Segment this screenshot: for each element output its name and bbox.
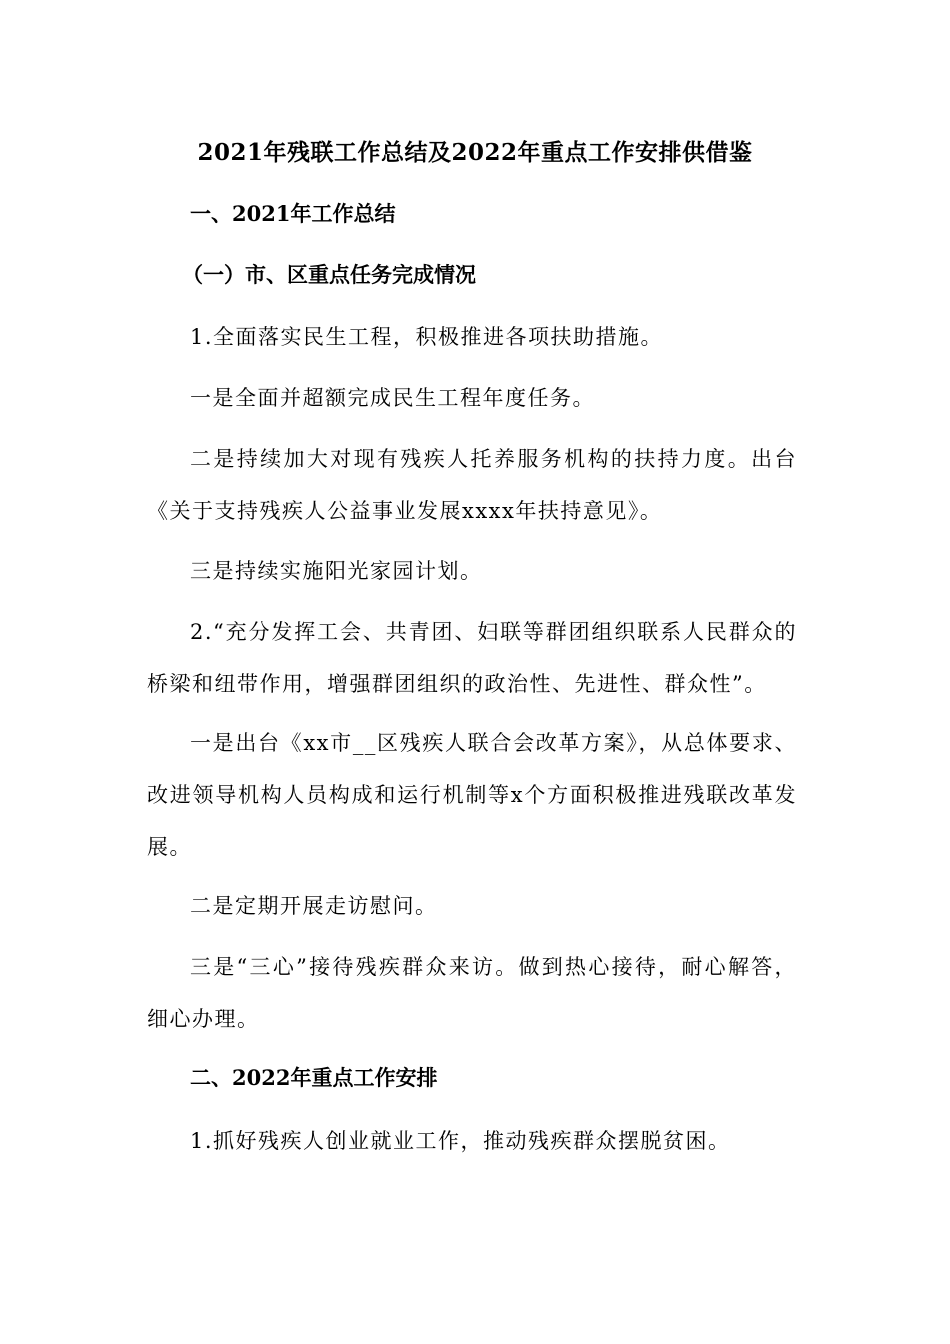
paragraph-2022-item-1: 1.抓好残疾人创业就业工作，推动残疾群众摆脱贫困。 — [190, 1129, 731, 1153]
paragraph-item-2: 2.“充分发挥工会、共青团、妇联等群团组织联系人民群众的桥梁和纽带作用，增强群团组织的政治性、先进性、群众性”。 — [147, 620, 797, 696]
paragraph-item-1-point-2: 二是持续加大对现有残疾人托养服务机构的扶持力度。出台《关于支持残疾人公益事业发展xxxx年扶持意见》。 — [147, 447, 797, 523]
paragraph-item-1-point-1: 一是全面并超额完成民生工程年度任务。 — [190, 386, 595, 410]
sub-heading-key-tasks: （一）市、区重点任务完成情况 — [182, 262, 476, 287]
paragraph-item-1-point-3: 三是持续实施阳光家园计划。 — [190, 559, 483, 583]
document-title: 2021年残联工作总结及2022年重点工作安排供借鉴 — [197, 139, 753, 166]
paragraph-item-1: 1.全面落实民生工程，积极推进各项扶助措施。 — [190, 325, 664, 349]
paragraph-item-2-point-1: 一是出台《xx市__区残疾人联合会改革方案》，从总体要求、改进领导机构人员构成和运行机制等x个方面积极推进残联改革发展。 — [147, 731, 797, 859]
paragraph-item-2-point-3: 三是“三心”接待残疾群众来访。做到热心接待，耐心解答，细心办理。 — [147, 955, 797, 1031]
paragraph-item-2-point-2: 二是定期开展走访慰问。 — [190, 894, 438, 918]
section-heading-2021-summary: 一、2021年工作总结 — [190, 201, 396, 226]
section-heading-2022-plan: 二、2022年重点工作安排 — [190, 1065, 438, 1090]
